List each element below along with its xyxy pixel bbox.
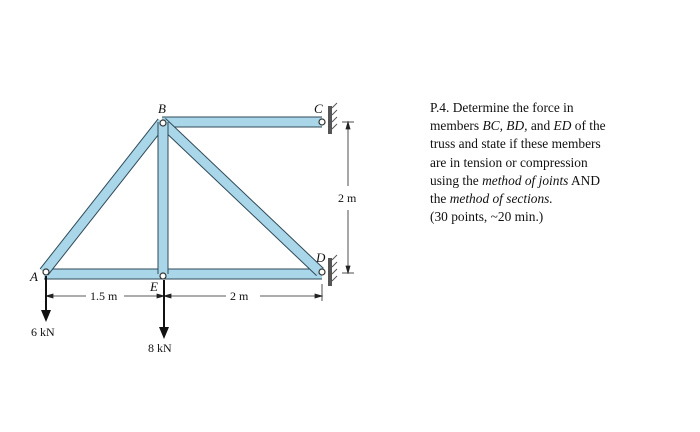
pin-c bbox=[319, 119, 325, 125]
joint-label-d: D bbox=[316, 250, 326, 265]
pin-d bbox=[319, 269, 325, 275]
problem-line5-prefix: using the bbox=[430, 172, 479, 188]
load-arrow-a bbox=[41, 276, 51, 322]
wall-support-c bbox=[328, 103, 337, 134]
load-arrow-e bbox=[159, 280, 169, 339]
member-bc-text: BC, bbox=[482, 118, 503, 134]
pin-e bbox=[160, 273, 166, 279]
dimension-ed-label: 2 m bbox=[230, 289, 249, 303]
problem-line-4: are in tension or compression bbox=[430, 154, 588, 170]
member-ed-text: ED bbox=[553, 118, 572, 134]
horizontal-dimension bbox=[46, 284, 322, 301]
dimension-cd-label: 2 m bbox=[338, 191, 357, 205]
load-label-a: 6 kN bbox=[31, 325, 55, 339]
problem-statement bbox=[430, 99, 646, 226]
problem-line-6 bbox=[430, 190, 646, 208]
problem-intro: Determine the force in bbox=[452, 100, 574, 115]
method-of-joints-text: method of joints bbox=[482, 172, 569, 188]
pin-a bbox=[43, 269, 49, 275]
problem-line6-prefix: the bbox=[430, 191, 447, 207]
problem-and-caps: AND bbox=[571, 172, 601, 188]
member-bd-text: BD, bbox=[506, 118, 528, 134]
joint-label-b: B bbox=[158, 101, 166, 116]
problem-members-prefix: members bbox=[430, 118, 480, 134]
method-of-sections-text: method of sections. bbox=[449, 191, 553, 207]
problem-and: and bbox=[530, 118, 551, 134]
joint-label-e: E bbox=[150, 279, 158, 294]
truss-members bbox=[44, 122, 322, 274]
problem-number: P.4. bbox=[430, 100, 450, 115]
dimension-ae-label: 1.5 m bbox=[90, 289, 118, 303]
problem-line-5 bbox=[430, 172, 646, 190]
problem-line2-tail: of the bbox=[574, 118, 606, 134]
problem-points: (30 points, ~20 min.) bbox=[430, 209, 544, 225]
joint-label-c: C bbox=[314, 101, 323, 116]
joint-label-a: A bbox=[30, 269, 38, 284]
load-label-e: 8 kN bbox=[148, 341, 172, 355]
problem-line-3: truss and state if these members bbox=[430, 136, 601, 152]
problem-line-1 bbox=[430, 99, 646, 117]
problem-line-2 bbox=[430, 117, 646, 135]
pin-b bbox=[160, 120, 166, 126]
wall-support-d bbox=[328, 255, 337, 286]
